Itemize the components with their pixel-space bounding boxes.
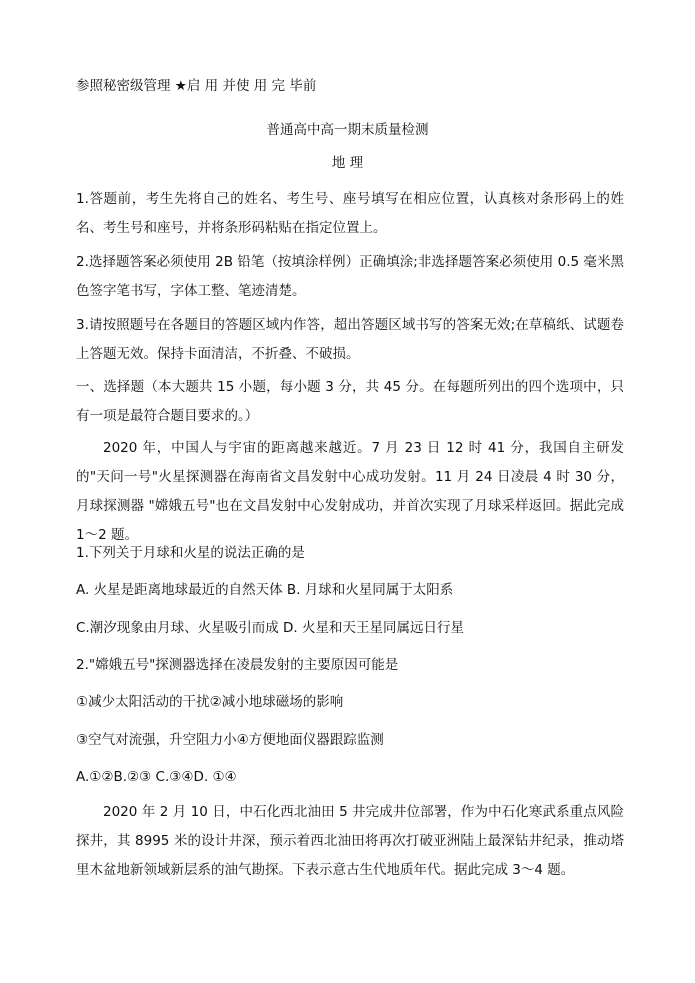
- subject-title: 地 理: [331, 155, 364, 171]
- question-2-items-34: ③空气对流强，升空阻力小④方便地面仪器跟踪监测: [76, 732, 384, 748]
- passage-2: 2020 年 2 月 10 日，中石化西北油田 5 井完成井位部署，作为中石化寒武系重点风险探井，其 8995 米的设计井深，预示着西北油田将再次打破亚洲陆上最深钻井纪录，推动塔里木盆地新领域新层系的油气勘探。下表示意古生代地质年代。据此完成 3～4 题。: [76, 804, 624, 878]
- question-2-items-12: ①减少太阳活动的干扰②减小地球磁场的影响: [76, 694, 344, 710]
- section-heading: 一、选择题（本大题共 15 小题，每小题 3 分，共 45 分。在每题所列出的四个选项中，只有一项是最符合题目要求的。）: [76, 379, 624, 424]
- question-1-options-ab: A. 火星是距离地球最近的自然天体 B. 月球和火星同属于太阳系: [76, 582, 454, 598]
- instruction-2: 2.选择题答案必须使用 2B 铅笔（按填涂样例）正确填涂;非选择题答案必须使用 0.5 毫米黑色签字笔书写，字体工整、笔迹清楚。: [76, 254, 624, 299]
- passage-1: 2020 年，中国人与宇宙的距离越来越近。7 月 23 日 12 时 41 分，我国自主研发的"天问一号"火星探测器在海南省文昌发射中心成功发射。11 月 24 日凌晨 4 时 30 分，月球探测器 "嫦娥五号"也在文昌发射中心发射成功，并首次实现了月球采样返回。据此完成 1～2 题。: [76, 440, 624, 543]
- confidential-notice: 参照秘密级管理 ★启 用 并使 用 完 毕前: [76, 78, 317, 94]
- instruction-1: 1.答题前，考生先将自己的姓名、考生号、座号填写在相应位置，认真核对条形码上的姓名、考生号和座号，并将条形码粘贴在指定位置上。: [76, 191, 624, 236]
- question-1-stem: 1.下列关于月球和火星的说法正确的是: [76, 545, 305, 561]
- question-1-options-cd: C.潮汐现象由月球、火星吸引而成 D. 火星和天王星同属远日行星: [76, 620, 464, 636]
- question-2-stem: 2."嫦娥五号"探测器选择在凌晨发射的主要原因可能是: [76, 657, 399, 673]
- exam-title: 普通高中高一期末质量检测: [266, 122, 429, 138]
- question-2-options: A.①②B.②③ C.③④D. ①④: [76, 769, 237, 785]
- instruction-3: 3.请按照题号在各题目的答题区域内作答，超出答题区域书写的答案无效;在草稿纸、试题卷上答题无效。保持卡面清洁，不折叠、不破损。: [76, 317, 624, 362]
